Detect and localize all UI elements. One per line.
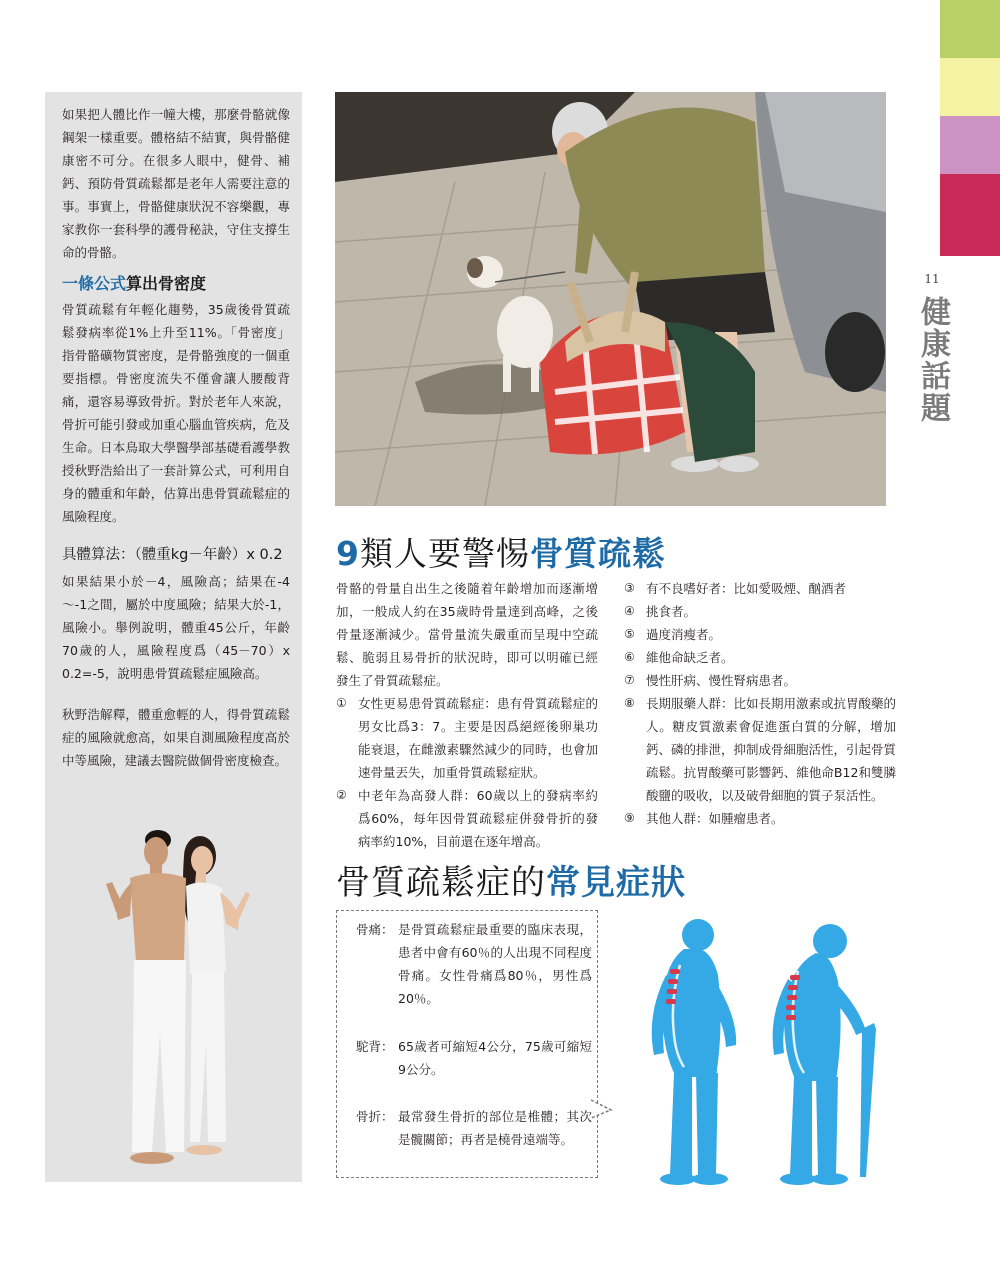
street-photo [335, 92, 886, 506]
list-item: ④ 挑食者。 [624, 604, 697, 619]
symptom-fracture: 骨折： 最常發生骨折的部位是椎體；其次是髖關節；再者是橈骨遠端等。 [356, 1109, 592, 1147]
calc-paragraph: 如果結果小於－4，風險高；結果在-4～-1之間，屬於中度風險；結果大於-1，風險小。舉例說明，體重45公斤，年齡70歲的人，風險程度爲（45－70）x 0.2=-5，說明患骨質疏鬆症風險高。 [62, 574, 290, 681]
risk-column-left [336, 577, 598, 853]
risk-heading: 9類人要警惕骨質疏鬆 [336, 534, 666, 573]
symptoms-heading: 骨質疏鬆症的常見症狀 [336, 863, 686, 903]
list-item: ⑤ 過度消瘦者。 [624, 627, 722, 642]
hunched-figure-icon [773, 924, 876, 1185]
list-item: ③ 有不良嗜好者：比如愛吸煙、酗酒者 [624, 581, 847, 596]
formula-heading: 一條公式算出骨密度 [62, 274, 207, 293]
page-number: 11 [924, 272, 940, 286]
section-label: 健康話題 [915, 296, 950, 424]
posture-illustration [640, 905, 890, 1190]
risk-lead: 骨骼的骨量自出生之後隨着年齡增加而逐漸增加，一般成人約在35歲時骨量達到高峰，之後骨量逐漸減少。當骨量流失嚴重而呈現中空疏鬆、脆弱且易骨折的狀況時，即可以明確已經發生了骨質疏鬆症。 [336, 581, 598, 688]
intro-paragraph: 如果把人體比作一幢大樓，那麼骨骼就像鋼架一樣重要。體格結不結實，與骨骼健康密不可分。在很多人眼中，健骨、補鈣、預防骨質疏鬆都是老年人需要注意的事。事實上，骨骼健康狀況不容樂觀，專家教你一套科學的護骨秘訣，守住支撐生命的骨骼。 [62, 107, 290, 260]
risk-column-right [624, 577, 896, 830]
calc-title: 具體算法：（體重kg－年齡）x 0.2 [62, 547, 283, 563]
couple-photo [100, 812, 250, 1184]
list-item: ② 中老年為高發人群：60歲以上的發病率約爲60%，每年因骨質疏鬆症併發骨折的發病率約10%，目前還在逐年增高。 [336, 788, 598, 849]
color-tab-purple [940, 116, 1000, 174]
list-item: ① 女性更易患骨質疏鬆症：患有骨質疏鬆症的男女比爲3：7。主要是因爲絕經後卵巢功能衰退，在雌激素驟然減少的同時，也會加速骨量丟失，加重骨質疏鬆症狀。 [336, 696, 598, 780]
explain-paragraph: 秋野浩解釋，體重愈輕的人，得骨質疏鬆症的風險就愈高，如果自測風險程度高於中等風險，建議去醫院做個骨密度檢查。 [62, 707, 290, 768]
symptom-bone-pain: 骨痛： 是骨質疏鬆症最重要的臨床表現，患者中會有60％的人出現不同程度骨痛。女性骨痛爲80％，男性爲20％。 [356, 922, 592, 1006]
color-tab-green [940, 0, 1000, 58]
list-item: ⑥ 維他命缺乏者。 [624, 650, 734, 665]
symptom-hunchback: 駝背： 65歲者可縮短4公分，75歲可縮短9公分。 [356, 1039, 592, 1077]
formula-paragraph: 骨質疏鬆有年輕化趨勢，35歲後骨質疏鬆發病率從1%上升至11%。「骨密度」指骨骼礦物質密度，是骨骼強度的一個重要指標。骨密度流失不僅會讓人腰酸背痛，還容易導致骨折。對於老年人來說，骨折可能引發或加重心腦血管疾病，危及生命。日本鳥取大學醫學部基礎看護學教授秋野浩給出了一套計算公式，可利用自身的體重和年齡，估算出患骨質疏鬆症的風險程度。 [62, 302, 290, 524]
stooped-figure-icon [652, 919, 736, 1185]
list-item: ⑧ 長期服藥人群：比如長期用激素或抗胃酸藥的人。糖皮質激素會促進蛋白質的分解，增加鈣、磷的排泄，抑制成骨細胞活性，引起骨質疏鬆。抗胃酸藥可影響鈣、維他命B12和雙膦酸鹽的吸收，以及破骨細胞的質子泵活性。 [624, 696, 897, 803]
callout-pointer [591, 1098, 613, 1120]
list-item: ⑨ 其他人群：如腫瘤患者。 [624, 811, 784, 826]
color-tab-yellow [940, 58, 1000, 116]
list-item: ⑦ 慢性肝病、慢性腎病患者。 [624, 673, 797, 688]
color-tab-red [940, 174, 1000, 256]
